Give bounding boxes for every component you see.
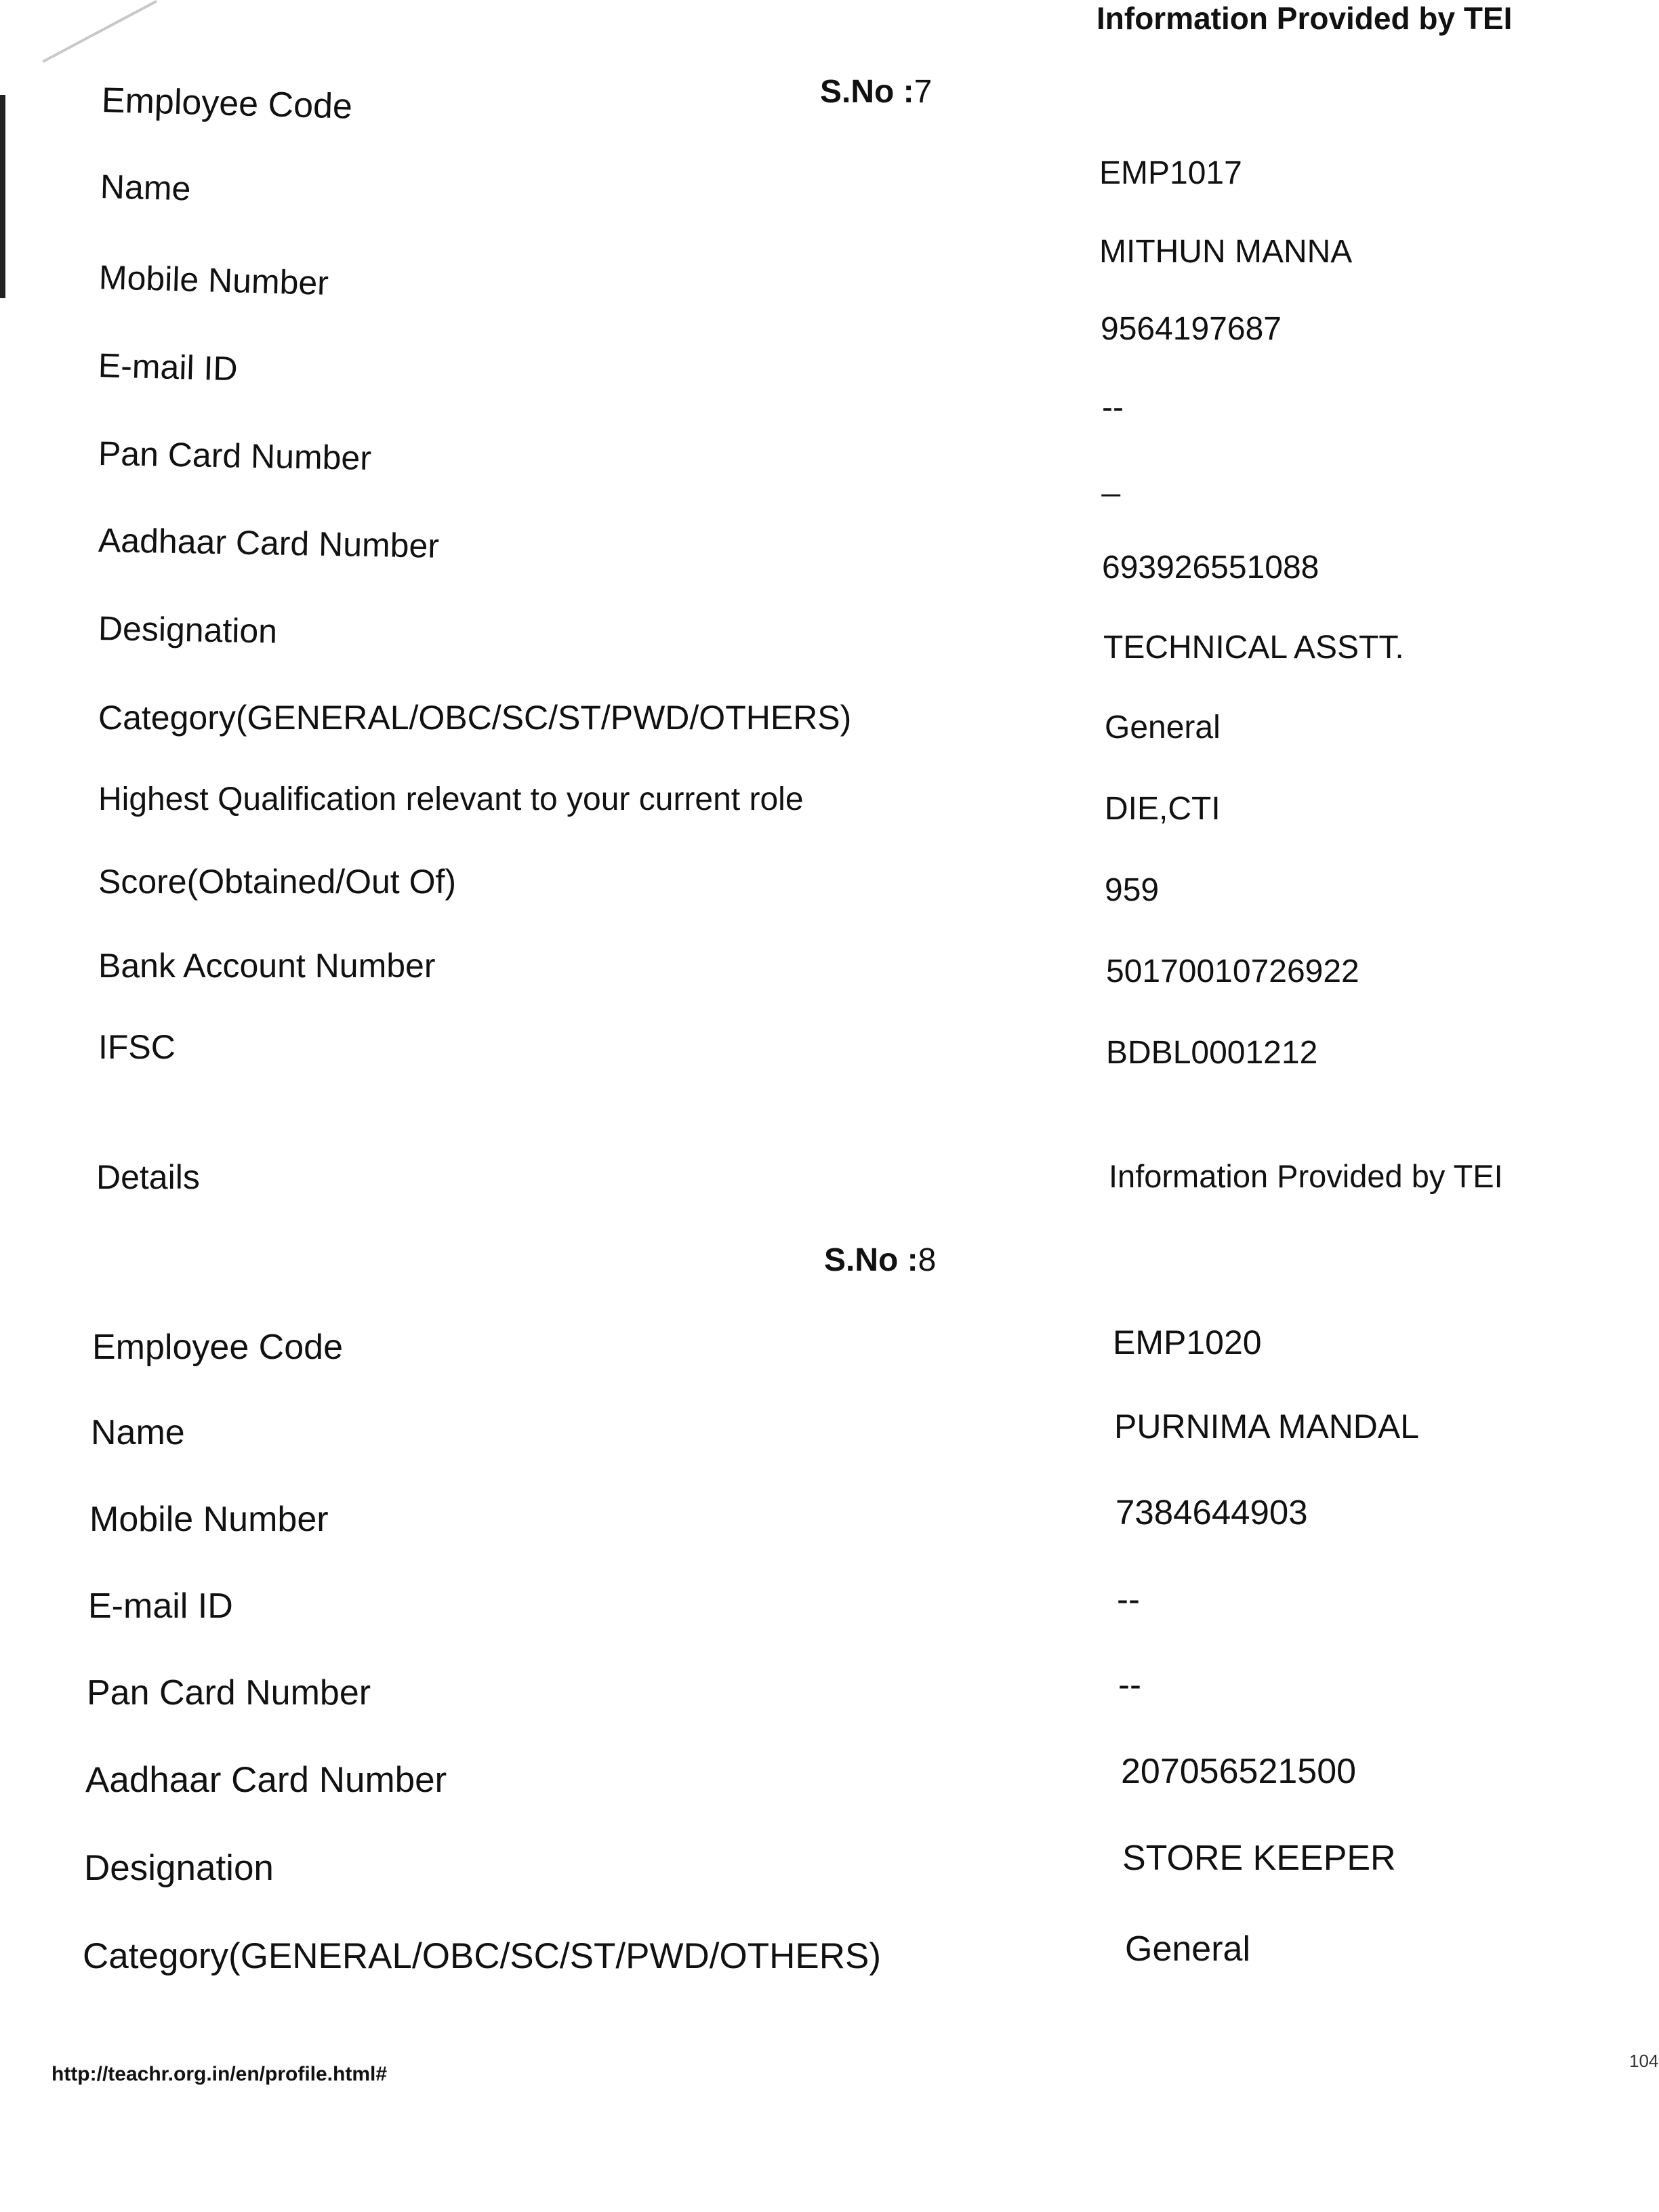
record1-label-score: Score(Obtained/Out Of)	[98, 863, 457, 901]
footer-url: http://teachr.org.in/en/profile.html#	[52, 2063, 388, 2085]
record2-label-aadhaar: Aadhaar Card Number	[85, 1760, 447, 1800]
record1-value-ifsc: BDBL0001212	[1106, 1035, 1318, 1071]
footer-page-number: 104	[1629, 2051, 1659, 2071]
record1-value-category: General	[1105, 710, 1221, 745]
record1-value-name: MITHUN MANNA	[1099, 234, 1353, 270]
record1-label-aadhaar: Aadhaar Card Number	[98, 521, 440, 565]
record1-label-email: E-mail ID	[98, 346, 239, 388]
record2-serial-number	[824, 1242, 936, 1279]
record2-label-email: E-mail ID	[88, 1586, 233, 1626]
record2-value-category: General	[1125, 1929, 1250, 1969]
scan-binding-edge	[0, 95, 5, 298]
record1-value-aadhaar: 693926551088	[1102, 550, 1319, 586]
record2-label-pan: Pan Card Number	[87, 1673, 371, 1713]
record1-value-mobile: 9564197687	[1101, 311, 1282, 347]
record1-sno-value: 7	[914, 74, 933, 110]
record1-label-mobile: Mobile Number	[98, 258, 329, 302]
record1-label-qualification: Highest Qualification relevant to your current role	[98, 781, 804, 817]
record2-value-employee-code: EMP1020	[1113, 1324, 1262, 1361]
record2-sno-label: S.No :	[824, 1242, 918, 1278]
record2-label-designation: Designation	[84, 1848, 274, 1888]
details-label: Details	[96, 1158, 200, 1196]
record1-label-bank-account: Bank Account Number	[98, 947, 436, 985]
record1-label-category: Category(GENERAL/OBC/SC/ST/PWD/OTHERS)	[98, 699, 852, 737]
record1-label-designation: Designation	[98, 609, 278, 651]
record2-label-mobile: Mobile Number	[89, 1500, 329, 1539]
record2-value-email: --	[1117, 1580, 1140, 1618]
record1-value-score: 959	[1105, 872, 1160, 908]
record1-label-ifsc: IFSC	[98, 1028, 176, 1066]
record2-value-designation: STORE KEEPER	[1122, 1839, 1396, 1878]
section2-header-info-provided: Information Provided by TEI	[1109, 1158, 1503, 1194]
record1-value-pan: _	[1102, 462, 1120, 497]
record2-sno-value: 8	[918, 1242, 937, 1278]
record1-serial-number	[820, 73, 932, 110]
record2-label-category: Category(GENERAL/OBC/SC/ST/PWD/OTHERS)	[83, 1936, 881, 1976]
record1-value-email: --	[1102, 390, 1124, 426]
record1-value-employee-code: EMP1017	[1099, 155, 1242, 191]
record2-value-mobile: 7384644903	[1115, 1493, 1308, 1532]
record1-label-pan: Pan Card Number	[98, 434, 372, 478]
record1-sno-label: S.No :	[820, 74, 914, 110]
record2-value-pan: --	[1118, 1665, 1141, 1704]
record1-label-employee-code: Employee Code	[101, 81, 353, 127]
record2-label-name: Name	[91, 1413, 185, 1452]
top-header-info-provided: Information Provided by TEI	[1097, 1, 1513, 36]
record1-value-bank-account: 50170010726922	[1106, 954, 1359, 989]
record1-value-designation: TECHNICAL ASSTT.	[1103, 630, 1404, 665]
record2-value-name: PURNIMA MANDAL	[1114, 1408, 1420, 1446]
record2-label-employee-code: Employee Code	[92, 1328, 343, 1367]
record1-value-qualification: DIE,CTI	[1105, 791, 1221, 827]
scan-corner-mark	[42, 0, 157, 63]
record1-label-name: Name	[100, 167, 192, 208]
record2-value-aadhaar: 207056521500	[1121, 1752, 1357, 1791]
